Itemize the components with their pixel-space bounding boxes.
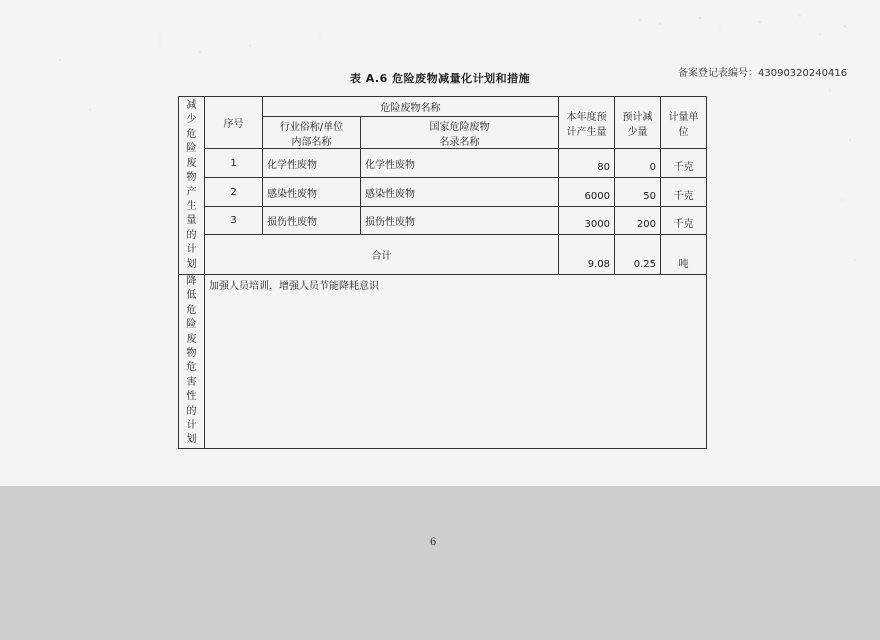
vertical-char: 废 xyxy=(186,333,197,345)
row-national-name: 化学性废物 xyxy=(361,149,559,178)
vertical-char: 的 xyxy=(186,405,197,417)
vertical-char: 险 xyxy=(186,319,197,331)
vertical-char: 计 xyxy=(186,420,197,432)
header-annual-forecast: 本年度预 计产生量 xyxy=(559,97,615,149)
total-label: 合计 xyxy=(205,235,559,275)
section-reduce-quantity-label xyxy=(179,97,205,275)
row-unit: 千克 xyxy=(661,207,707,235)
vertical-char: 废 xyxy=(186,157,197,169)
vertical-char: 生 xyxy=(186,200,197,212)
row-unit: 千克 xyxy=(661,149,707,178)
vertical-char: 危 xyxy=(186,362,197,374)
vertical-char: 的 xyxy=(186,229,197,241)
row-industry-name: 化学性废物 xyxy=(263,149,361,178)
row-annual: 3000 xyxy=(559,207,615,235)
section-reduce-hazard-label xyxy=(179,275,205,449)
table-row xyxy=(179,207,707,235)
vertical-char: 少 xyxy=(186,114,197,126)
vertical-char: 划 xyxy=(186,258,197,270)
vertical-char: 量 xyxy=(186,215,197,227)
header-waste-name: 危险废物名称 xyxy=(263,97,559,117)
row-unit: 千克 xyxy=(661,178,707,207)
vertical-char: 物 xyxy=(186,348,197,360)
row-industry-name: 损伤性废物 xyxy=(263,207,361,235)
row-reduction: 200 xyxy=(615,207,661,235)
row-reduction: 50 xyxy=(615,178,661,207)
waste-reduction-table xyxy=(178,96,707,449)
vertical-char: 危 xyxy=(186,128,197,140)
registration-number: 备案登记表编号：43090320240416 xyxy=(678,68,848,79)
vertical-char: 低 xyxy=(186,290,197,302)
vertical-char: 险 xyxy=(186,143,197,155)
row-seq: 3 xyxy=(205,207,263,235)
vertical-char: 划 xyxy=(186,434,197,446)
header-national-name: 国家危险废物 名录名称 xyxy=(361,117,559,149)
scan-shadow-band xyxy=(0,486,880,640)
row-seq: 1 xyxy=(205,149,263,178)
vertical-char: 性 xyxy=(186,391,197,403)
row-national-name: 感染性废物 xyxy=(361,178,559,207)
row-reduction: 0 xyxy=(615,149,661,178)
row-national-name: 损伤性废物 xyxy=(361,207,559,235)
row-annual: 80 xyxy=(559,149,615,178)
total-unit: 吨 xyxy=(661,235,707,275)
row-annual: 6000 xyxy=(559,178,615,207)
measures-text: 加强人员培训，增强人员节能降耗意识 xyxy=(205,275,707,449)
page-number: 6 xyxy=(430,537,437,548)
header-reduction-forecast: 预计减 少量 xyxy=(615,97,661,149)
vertical-char: 危 xyxy=(186,304,197,316)
vertical-char: 减 xyxy=(186,100,197,112)
vertical-char: 降 xyxy=(186,276,197,287)
table-row xyxy=(179,149,707,178)
document-title: 表 A.6 危险废物减量化计划和措施 xyxy=(349,72,531,85)
vertical-char: 害 xyxy=(186,376,197,388)
table-row xyxy=(179,178,707,207)
row-industry-name: 感染性废物 xyxy=(263,178,361,207)
header-seq: 序号 xyxy=(205,97,263,149)
total-annual: 9.08 xyxy=(559,235,615,275)
vertical-char: 物 xyxy=(186,172,197,184)
total-reduction: 0.25 xyxy=(615,235,661,275)
total-row xyxy=(179,235,707,275)
vertical-char: 计 xyxy=(186,244,197,256)
vertical-char: 产 xyxy=(186,186,197,198)
row-seq: 2 xyxy=(205,178,263,207)
header-industry-name: 行业俗称/单位 内部名称 xyxy=(263,117,361,149)
header-unit: 计量单 位 xyxy=(661,97,707,149)
